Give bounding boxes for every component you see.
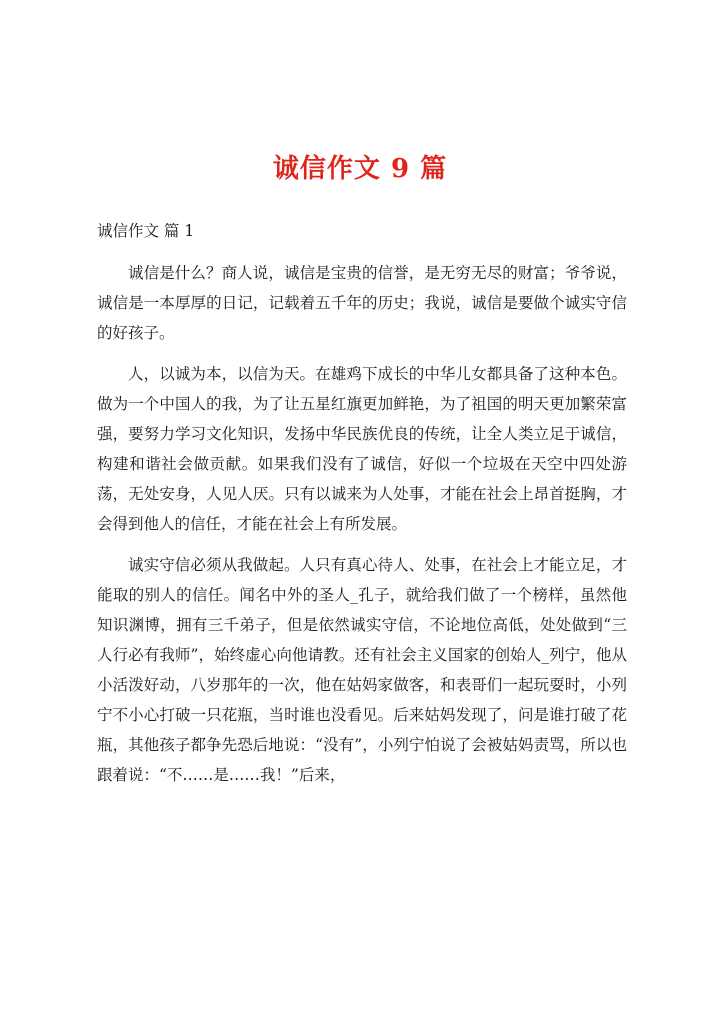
document-body <box>97 258 627 801</box>
paragraph: 诚实守信必须从我做起。人只有真心待人、处事，在社会上才能立足，才能取的别人的信任。闻名中外的圣人_孔子，就给我们做了一个榜样，虽然他知识渊博，拥有三千弟子，但是依然诚实守信，不论地位高低，处处做到“三人行必有我师”，始终虚心向他请教。还有社会主义国家的创始人_列宁，他从小活泼好动，八岁那年的一次，他在姑妈家做客，和表哥们一起玩耍时，小列宁不小心打破一只花瓶，当时谁也没看见。后来姑妈发现了，问是谁打破了花瓶，其他孩子都争先恐后地说：“没有”，小列宁怕说了会被姑妈责骂，所以也跟着说：“不……是……我！”后来， <box>97 556 627 784</box>
paragraph: 诚信是什么？商人说，诚信是宝贵的信誉，是无穷无尽的财富；爷爷说，诚信是一本厚厚的日记，记载着五千年的历史；我说，诚信是要做个诚实守信的好孩子。 <box>97 264 627 342</box>
section-heading: 诚信作文 篇 1 <box>97 222 195 240</box>
document-title: 诚信作文 9 篇 <box>272 154 448 184</box>
paragraph: 人，以诚为本，以信为天。在雄鸡下成长的中华儿女都具备了这种本色。做为一个中国人的我，为了让五星红旗更加鲜艳，为了祖国的明天更加繁荣富强，要努力学习文化知识，发扬中华民族优良的传统，让全人类立足于诚信，构建和谐社会做贡献。如果我们没有了诚信，好似一个垃圾在天空中四处游荡，无处安身，人见人厌。只有以诚来为人处事，才能在社会上昂首挺胸，才会得到他人的信任，才能在社会上有所发展。 <box>97 365 627 533</box>
